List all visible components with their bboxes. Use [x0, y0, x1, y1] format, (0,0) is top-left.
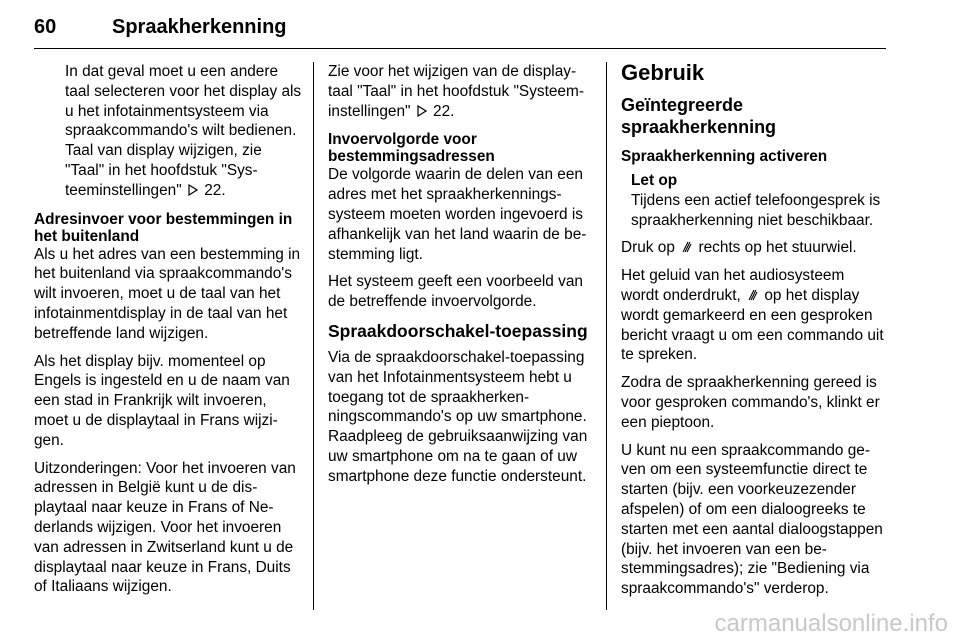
header-rule [34, 48, 886, 49]
col3-paragraph-3: Zodra de spraakherkenning gereed is voor gesproken commando's, klinkt er een pieptoon. [621, 374, 880, 431]
xref-triangle-icon [417, 105, 427, 117]
col1-intro-text: In dat geval moet u een andere taal selecteren voor het display als u het infotainmentsysteem via spraakcommando's wilt bedienen. Taal van display wijzigen, zie "Taal" in het hoofdstuk "Systeeminstellingen" [65, 63, 302, 199]
watermark: carmanualsonline.info [714, 610, 948, 637]
col2-paragraph-3: Via de spraakdoorschakel-toepassing van het Infotainmentsysteem hebt u toegang tot de spraakherkenningscommando's op uw smartphone. Raadpleeg de gebruiksaanwijzing van uw smartphone om na te gaan of uw smartphone deze functie ondersteunt. [328, 348, 588, 485]
col3-p1-b: rechts op het stuurwiel. [698, 239, 857, 257]
column-divider-2 [606, 62, 607, 610]
note-block [631, 171, 886, 230]
page-number: 60 [34, 16, 57, 38]
col2-intro-text: Zie voor het wijzigen van de displaytaal "Taal" in het hoofdstuk "Systeeminstellingen" [328, 63, 584, 120]
column-1 [34, 62, 302, 605]
col3-p2-b: op het display wordt gemarkeerd en een gesproken bericht vraagt u om een commando uit te spreken. [621, 286, 884, 364]
col1-paragraph-3: Uitzonderingen: Voor het invoeren van adressen in België kunt u de displaytaal naar keuze in Frans of Nederlands wijzigen. Voor het invoeren van adressen in Zwitserland kunt u de displaytaal naar keuze in Frans, Duits of Italiaans wijzigen. [34, 459, 296, 596]
xref-triangle-icon [188, 184, 198, 196]
note-title: Let op [631, 172, 678, 189]
col2-paragraph-1: De volgorde waarin de delen van een adres met het spraakherkenningssysteem moeten worden ingevoerd is afhankelijk van het land waarin de bestemming ligt. [328, 166, 587, 263]
col3-paragraph-4: U kunt nu een spraakcommando geven om een systeemfunctie direct te starten (bijv. een voorkeuzezender afspelen) of om een dialoogreeks te starten met een aantal dialoogstappen (bijv. het invoeren van een bestemmingsadres); zie "Bediening via spraakcommando's" verderop. [621, 441, 883, 598]
column-3 [621, 62, 886, 607]
col1-heading: Adresinvoer voor bestemmingen in het buitenland [34, 210, 293, 245]
col3-paragraph-2 [621, 266, 886, 365]
column-2 [328, 62, 592, 495]
col2-section-heading: Spraakdoorschakel-toepassing [328, 320, 588, 341]
col3-section-heading: Gebruik [621, 60, 705, 85]
col2-heading: Invoervolgorde voor bestemmingsadressen [328, 131, 495, 166]
col2-intro [328, 62, 592, 121]
col3-p1-a: Druk op [621, 239, 675, 257]
page-header [34, 14, 886, 48]
note-text: Tijdens een actief telefoongesprek is spraakherkenning niet beschikbaar. [631, 191, 881, 229]
col2-paragraph-2: Het systeem geeft een voorbeeld van de betreffende invoervolgorde. [328, 273, 583, 311]
voice-command-icon [681, 240, 692, 254]
col1-intro-ref: 22. [204, 181, 226, 199]
col2-intro-ref: 22. [433, 102, 455, 120]
col1-paragraph-2: Als het display bijv. momenteel op Engels is ingesteld en u de naam van een stad in Frankrijk wilt invoeren, moet u de displaytaal in Frans wijzigen. [34, 352, 290, 449]
col1-paragraph-1: Als u het adres van een bestemming in het buitenland via spraakcommando's wilt invoeren, moet u de taal van het infotainmentdisplay in de taal van het betreffende land wijzigen. [34, 245, 301, 342]
running-title: Spraakherkenning [112, 16, 287, 38]
col3-p2-a: Het geluid van het audiosysteem wordt onderdrukt, [621, 267, 845, 304]
col3-subsection-heading: Geïntegreerde spraakherkenning [621, 95, 777, 137]
col3-heading: Spraakherkenning activeren [621, 148, 828, 165]
col3-paragraph-1 [621, 238, 886, 258]
col1-intro [65, 62, 302, 201]
column-divider-1 [313, 62, 314, 610]
voice-command-icon [747, 288, 758, 302]
